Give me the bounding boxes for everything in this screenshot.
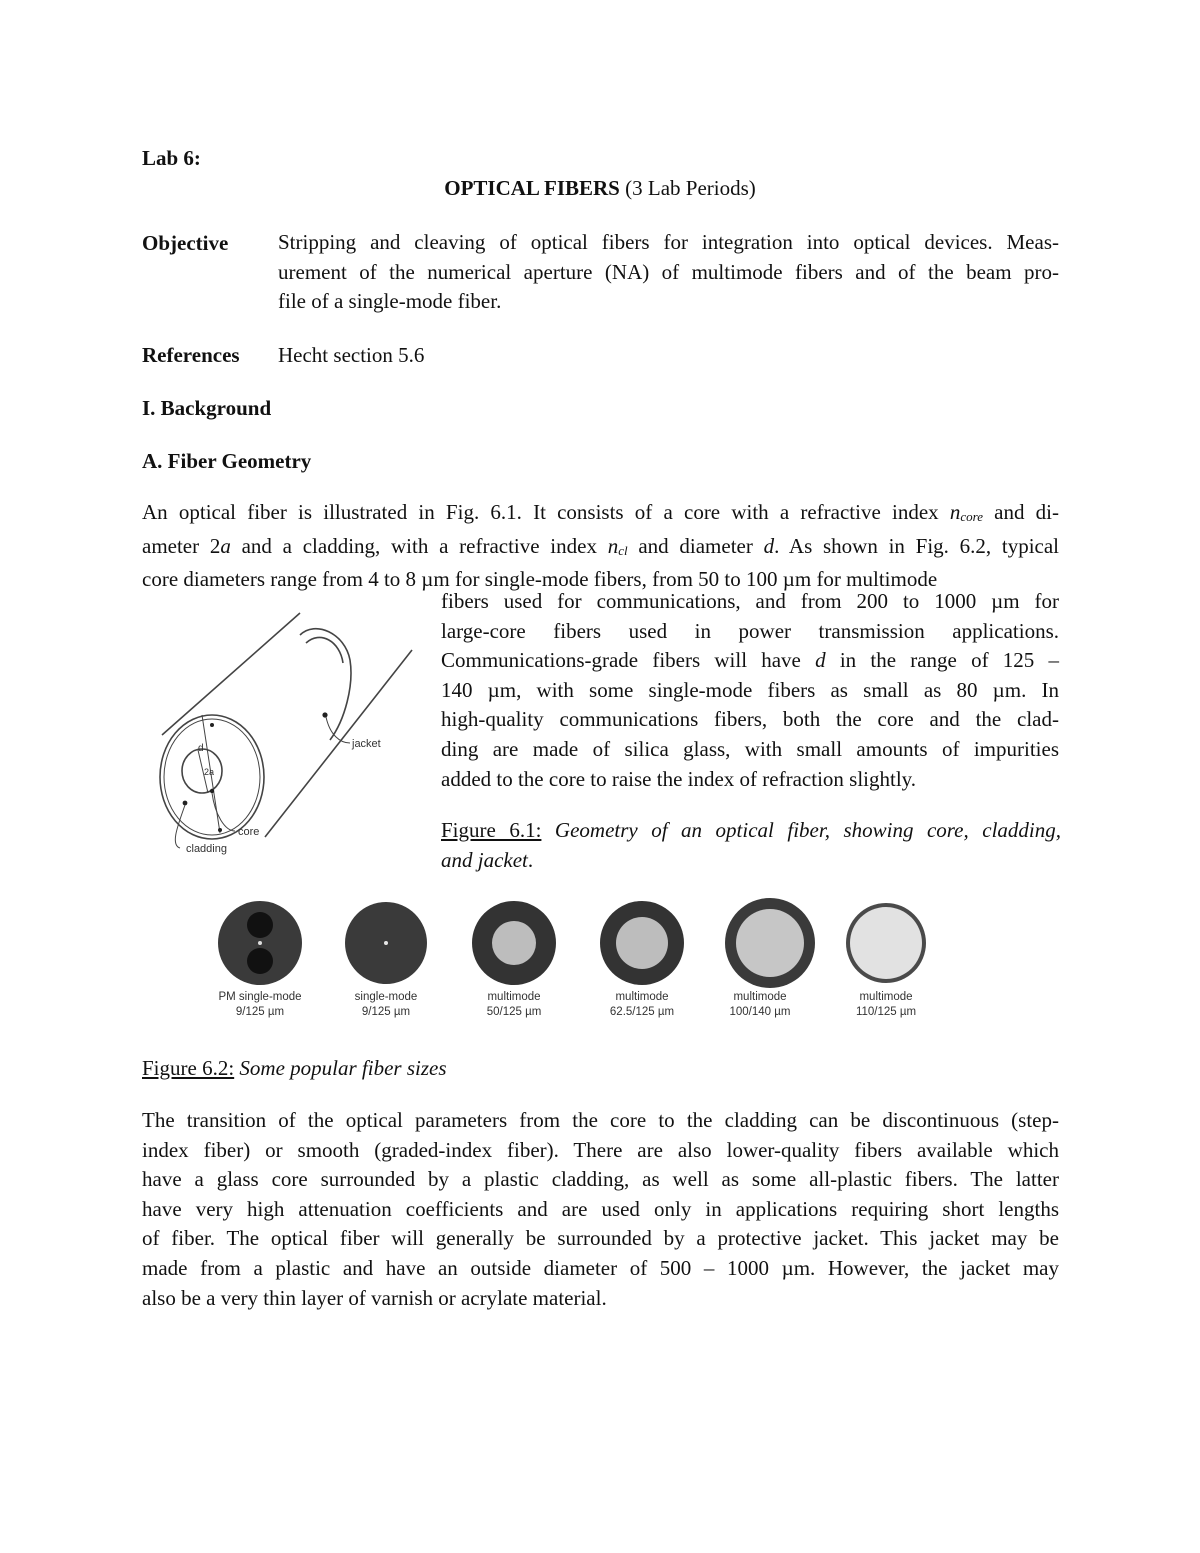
cladding-outline <box>160 715 264 839</box>
fiber-label-multimode-50: multimode 50/125 µm <box>486 991 542 1018</box>
jacket-leader <box>326 717 350 743</box>
cladding-label: cladding <box>186 843 227 855</box>
core-leader <box>212 793 235 831</box>
core-label: core <box>238 826 260 838</box>
fiber-multimode-100-140 <box>725 898 815 988</box>
fiber-single-mode <box>345 902 427 984</box>
subsection-heading: A. Fiber Geometry <box>142 449 312 473</box>
objective-text: Stripping and cleaving of optical fibers for integration into optical devices. Meas- urement of the numerical aperture (NA) of multimode fibers and of the beam pro- file of a single-mode fiber. <box>278 230 1059 314</box>
cylinder-bottom-edge <box>265 650 412 837</box>
jacket-label: jacket <box>352 738 381 750</box>
cylinder-back-end <box>300 629 351 740</box>
fiber-multimode-110-125 <box>846 903 926 983</box>
d-label: d <box>198 743 204 754</box>
fiber-geometry-wrap-text: fibers used for communications, and from 200 to 1000 µm for large-core fibers used in power transmission applications. Communications-grade fibers will have d in the range of 125 – 140 µm, with some single-mode fibers as small as 80 µm. In high-quality communications fibers, both the core and the clad- ding are made of silica glass, with small amounts of impurities added to the core to raise the index of refraction slightly. <box>441 589 1060 791</box>
fiber-label-single-mode: single-mode 9/125 µm <box>354 991 418 1018</box>
fiber-multimode-50-125 <box>472 901 556 985</box>
references-label: References <box>142 343 240 367</box>
cylinder-top-edge <box>162 613 300 735</box>
fiber-geometry-figure <box>140 605 430 865</box>
references-text: Hecht section 5.6 <box>278 343 425 367</box>
fiber-multimode-62-5-125 <box>600 901 684 985</box>
fiber-sizes-figure <box>200 895 940 995</box>
objective-label: Objective <box>142 231 229 255</box>
transition-paragraph: The transition of the optical parameters from the core to the cladding can be discontinuous (step- index fiber) or smooth (graded-index fiber). There are also lower-quality fibers available which have a glass core surrounded by a plastic cladding, as well as some all-plastic fibers. The latter have very high attenuation coefficients and are used only in applications requiring short lengths of fiber. The optical fiber will generally be surrounded by a protective jacket. This jacket may be made from a plastic and have an outside diameter of 500 – 1000 µm. However, the jacket may also be a very thin layer of varnish or acrylate material. <box>142 1108 1059 1310</box>
lab-number: Lab 6: <box>142 146 201 170</box>
fiber-label-multimode-110: multimode 110/125 µm <box>855 991 917 1018</box>
section-heading: I. Background <box>142 396 272 420</box>
core-outline <box>182 749 222 793</box>
fiber-label-multimode-62-5: multimode 62.5/125 µm <box>609 991 675 1018</box>
figure-6-1-caption: Figure 6.1: Geometry of an optical fiber, showing core, cladding, and jacket. <box>441 818 1061 872</box>
figure-6-2-caption: Figure 6.2: Some popular fiber sizes <box>142 1056 447 1080</box>
fiber-label-multimode-100: multimode 100/140 µm <box>729 991 791 1018</box>
fiber-label-pm-single-mode: PM single-mode 9/125 µm <box>218 991 302 1018</box>
fiber-geometry-paragraph: An optical fiber is illustrated in Fig. 6.1. It consists of a core with a refractive index $n_{core}$ and di- ameter 2a and a cladding, with a refractive index $n_{cl}$ and diameter d. As shown in Fig. 6.2, typical core diameters range from 4 to 8 µm for single-mode fibers, from 50 to 100 µm for multimode <box>142 500 1060 592</box>
page-title: OPTICAL FIBERS (3 Lab Periods) <box>444 176 756 200</box>
two-a-label: 2a <box>204 767 215 777</box>
fiber-pm-single-mode <box>218 901 302 985</box>
